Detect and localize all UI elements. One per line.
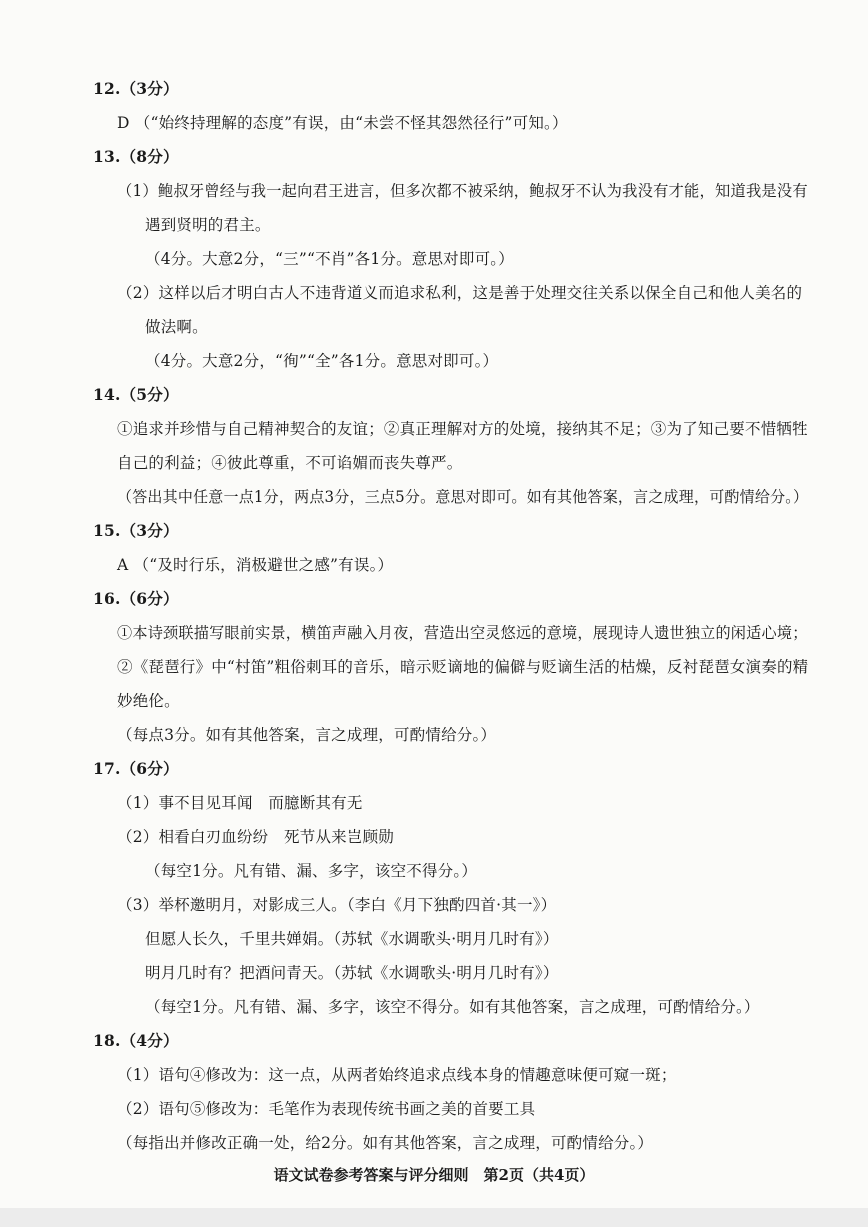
q13-answer2-line1: （2）这样以后才明白古人不违背道义而追求私利，这是善于处理交往关系以保全自己和他人美名的 [117, 284, 803, 302]
q14-scoring-note: （答出其中任意一点1分，两点3分，三点5分。意思对即可。如有其他答案，言之成理，可酌情给分。） [117, 488, 809, 506]
q17-answer3-line3: 明月几时有？把酒问青天。（苏轼《水调歌头·明月几时有》） [145, 964, 559, 982]
q18-answer2: （2）语句⑤修改为：毛笔作为表现传统书画之美的首要工具 [117, 1100, 536, 1118]
q17-scoring-note1: （每空1分。凡有错、漏、多字，该空不得分。） [145, 862, 478, 880]
q13-answer2-note: （4分。大意2分，“徇”“全”各1分。意思对即可。） [145, 352, 499, 370]
q14-answer-line1: ①追求并珍惜与自己精神契合的友谊；②真正理解对方的处境，接纳其不足；③为了知己要不惜牺牲 [117, 420, 808, 438]
q15-answer: A （“及时行乐，消极避世之感”有误。） [117, 556, 394, 574]
q16-header: 16.（6分） [93, 589, 179, 608]
q17-answer3-line1: （3）举杯邀明月，对影成三人。（李白《月下独酌四首·其一》） [117, 896, 557, 914]
q13-answer2-line2: 做法啊。 [145, 318, 208, 336]
q18-header: 18.（4分） [93, 1031, 179, 1050]
q13-header: 13.（8分） [93, 147, 179, 166]
q16-answer-line1: ①本诗颈联描写眼前实景，横笛声融入月夜，营造出空灵悠远的意境，展现诗人遗世独立的闲适心境； [117, 624, 808, 642]
q13-answer1-line1: （1）鲍叔牙曾经与我一起向君王进言，但多次都不被采纳，鲍叔牙不认为我没有才能，知道我是没有 [117, 182, 808, 200]
q16-scoring-note: （每点3分。如有其他答案，言之成理，可酌情给分。） [117, 726, 497, 744]
q14-answer-line2: 自己的利益；④彼此尊重，不可谄媚而丧失尊严。 [117, 454, 463, 472]
bottom-margin-band [0, 1208, 868, 1227]
q18-scoring-note: （每指出并修改正确一处，给2分。如有其他答案，言之成理，可酌情给分。） [117, 1134, 654, 1152]
q13-answer1-line2: 遇到贤明的君主。 [145, 216, 271, 234]
q17-header: 17.（6分） [93, 759, 179, 778]
q12-header: 12.（3分） [93, 79, 179, 98]
q17-answer1: （1）事不目见耳闻 而臆断其有无 [117, 794, 363, 812]
q16-answer-line3: 妙绝伦。 [117, 692, 180, 710]
page-footer: 语文试卷参考答案与评分细则 第2页（共4页） [273, 1166, 595, 1184]
q16-answer-line2: ②《琵琶行》中“村笛”粗俗刺耳的音乐，暗示贬谪地的偏僻与贬谪生活的枯燥，反衬琵琶女演奏的精 [117, 658, 809, 676]
q13-answer1-note: （4分。大意2分，“三”“不肖”各1分。意思对即可。） [145, 250, 514, 268]
q15-header: 15.（3分） [93, 521, 179, 540]
q14-header: 14.（5分） [93, 385, 179, 404]
q18-answer1: （1）语句④修改为：这一点，从两者始终追求点线本身的情趣意味便可窥一斑； [117, 1066, 677, 1084]
q17-answer3-line2: 但愿人长久，千里共婵娟。（苏轼《水调歌头·明月几时有》） [145, 930, 559, 948]
q17-answer2: （2）相看白刃血纷纷 死节从来岂顾勋 [117, 828, 394, 846]
q12-answer: D （“始终持理解的态度”有误，由“未尝不怪其怨然径行”可知。） [117, 114, 568, 132]
q17-scoring-note2: （每空1分。凡有错、漏、多字，该空不得分。如有其他答案，言之成理，可酌情给分。） [145, 998, 760, 1016]
